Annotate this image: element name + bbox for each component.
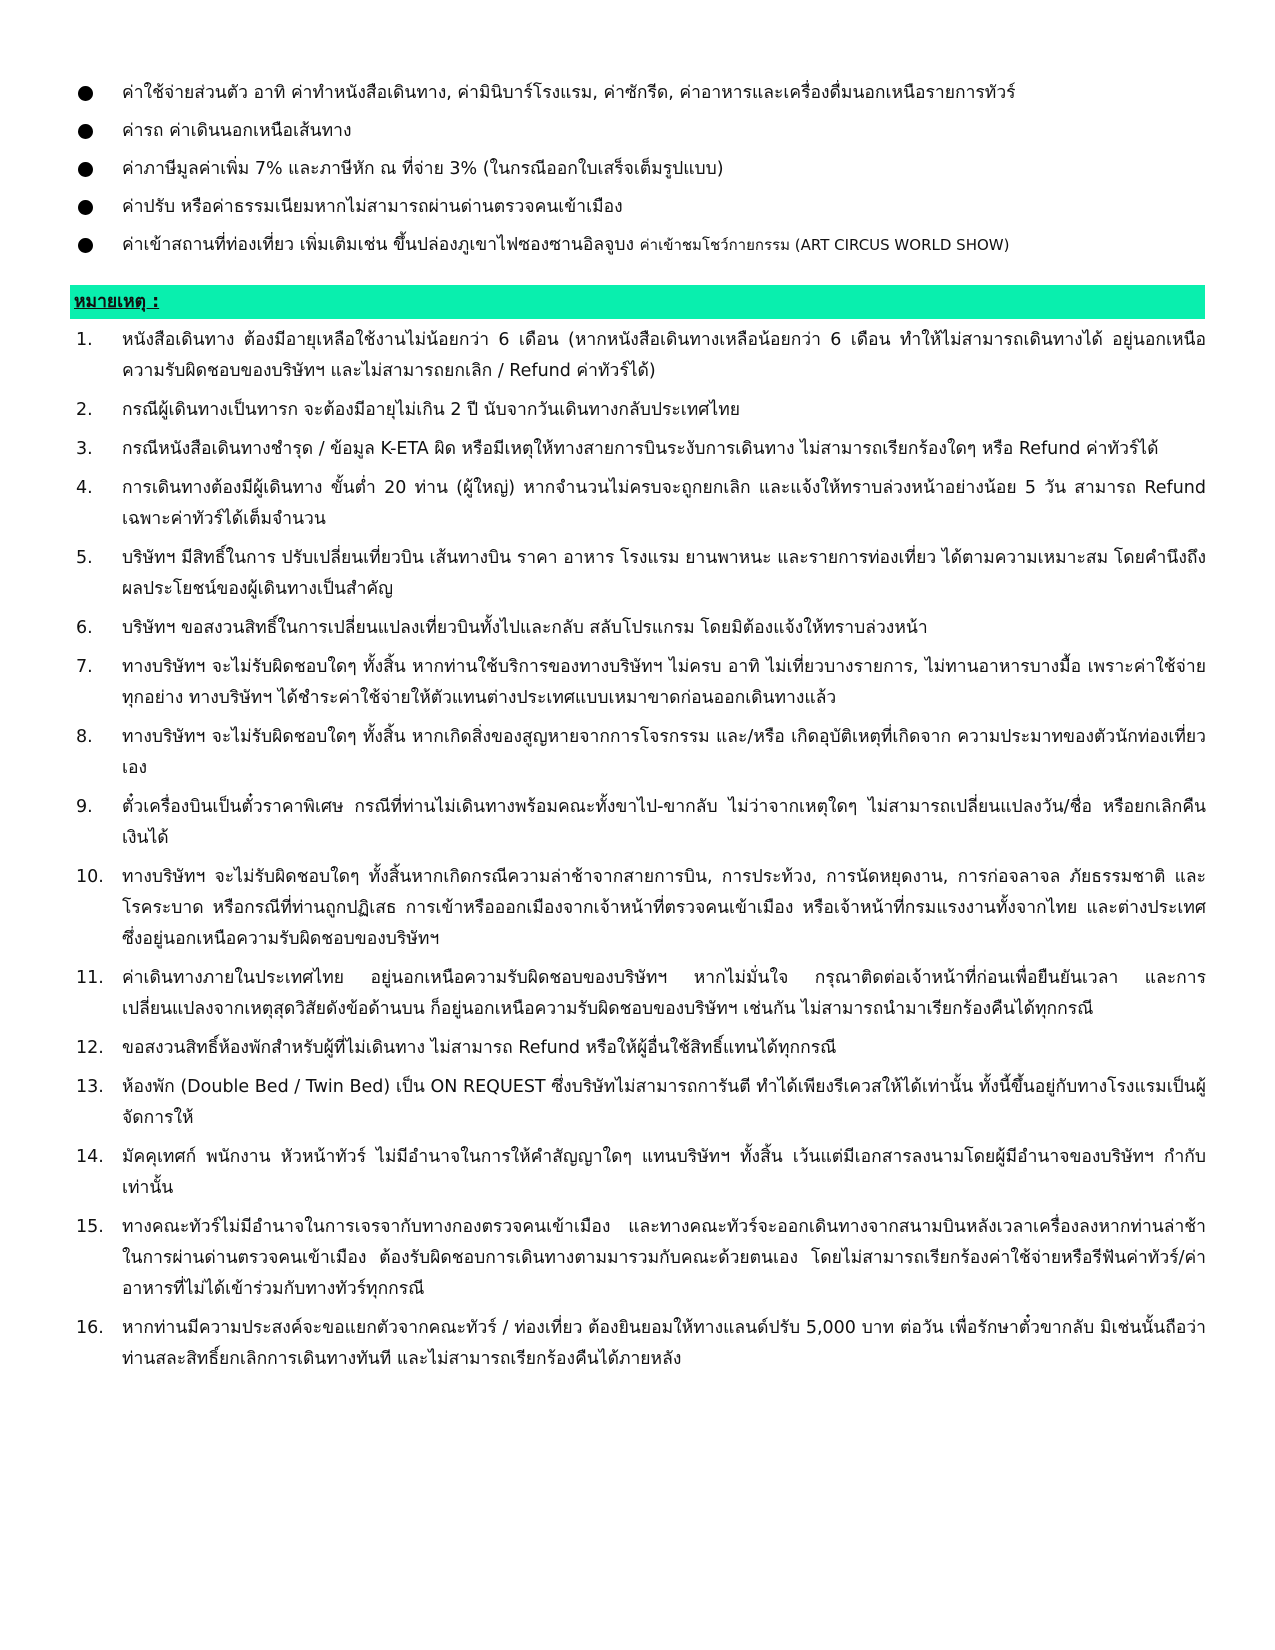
- bullet-text: ค่าปรับ หรือค่าธรรมเนียมหากไม่สามารถผ่านด่านตรวจคนเข้าเมือง: [122, 197, 623, 217]
- bullet-text: ค่าภาษีมูลค่าเพิ่ม 7% และภาษีหัก ณ ที่จ่าย 3% (ในกรณีออกใบเสร็จเต็มรูปแบบ): [122, 159, 724, 179]
- note-item: [76, 862, 1206, 955]
- note-text: การเดินทางต้องมีผู้เดินทาง ขั้นต่ำ 20 ท่าน (ผู้ใหญ่) หากจำนวนไม่ครบจะถูกยกเลิก และแจ้งให้ทราบล่วงหน้าอย่างน้อย 5 วัน สามารถ Refund เฉพาะค่าทัวร์ได้เต็มจำนวน: [122, 478, 1206, 529]
- note-number: 7.: [76, 657, 93, 677]
- bullet-dot-icon: [78, 200, 93, 215]
- note-item: [76, 1142, 1206, 1204]
- note-item: [76, 325, 1206, 387]
- note-item: [76, 395, 1206, 426]
- note-header-bar: [70, 285, 1205, 319]
- note-item: [76, 792, 1206, 854]
- bullet-item: [76, 116, 1206, 154]
- note-item: [76, 543, 1206, 605]
- note-text: ทางบริษัทฯ จะไม่รับผิดชอบใดๆ ทั้งสิ้นหากเกิดกรณีความล่าช้าจากสายการบิน, การประท้วง, การนัดหยุดงาน, การก่อจลาจล ภัยธรรมชาติ และโรคระบาด หรือกรณีที่ท่านถูกปฏิเสธ การเข้าหรือออกเมืองจากเจ้าหน้าที่ตรวจคนเข้าเมือง หรือเจ้าหน้าที่กรมแรงงานทั้งจากไทย และต่างประเทศ ซึ่งอยู่นอกเหนือความรับผิดชอบของบริษัทฯ: [122, 867, 1206, 949]
- bullet-item: [76, 192, 1206, 230]
- bullet-dot-icon: [78, 86, 93, 101]
- note-number: 12.: [76, 1038, 104, 1058]
- note-text: กรณีหนังสือเดินทางชำรุด / ข้อมูล K-ETA ผิด หรือมีเหตุให้ทางสายการบินระงับการเดินทาง ไม่สามารถเรียกร้องใดๆ หรือ Refund ค่าทัวร์ได้: [122, 439, 1159, 459]
- note-text: ทางคณะทัวร์ไม่มีอำนาจในการเจรจากับทางกองตรวจคนเข้าเมือง และทางคณะทัวร์จะออกเดินทางจากสนามบินหลังเวลาเครื่องลงหากท่านล่าช้าในการผ่านด่านตรวจคนเข้าเมือง ต้องรับผิดชอบการเดินทางตามมารวมกับคณะด้วยตนเอง โดยไม่สามารถเรียกร้องค่าใช้จ่ายหรือรีฟันค่าทัวร์/ค่าอาหารที่ไม่ได้เข้าร่วมกับทางทัวร์ทุกกรณี: [122, 1217, 1206, 1299]
- note-number: 9.: [76, 797, 93, 817]
- note-text: บริษัทฯ ขอสงวนสิทธิ์ในการเปลี่ยนแปลงเที่ยวบินทั้งไปและกลับ สลับโปรแกรม โดยมิต้องแจ้งให้ทราบล่วงหน้า: [122, 618, 928, 638]
- note-text: หนังสือเดินทาง ต้องมีอายุเหลือใช้งานไม่น้อยกว่า 6 เดือน (หากหนังสือเดินทางเหลือน้อยกว่า 6 เดือน ทำให้ไม่สามารถเดินทางได้ อยู่นอกเหนือความรับผิดชอบของบริษัทฯ และไม่สามารถยกเลิก / Refund ค่าทัวร์ได้): [122, 330, 1206, 381]
- bullet-text: ค่าใช้จ่ายส่วนตัว อาทิ ค่าทำหนังสือเดินทาง, ค่ามินิบาร์โรงแรม, ค่าซักรีด, ค่าอาหารและเครื่องดื่มนอกเหนือรายการทัวร์: [122, 83, 1016, 103]
- note-item: [76, 1033, 1206, 1064]
- note-text: ขอสงวนสิทธิ์ห้องพักสำหรับผู้ที่ไม่เดินทาง ไม่สามารถ Refund หรือให้ผู้อื่นใช้สิทธิ์แทนได้ทุกกรณี: [122, 1038, 837, 1058]
- note-number: 8.: [76, 727, 93, 747]
- note-number: 10.: [76, 867, 104, 887]
- note-number: 16.: [76, 1318, 104, 1338]
- note-text: ทางบริษัทฯ จะไม่รับผิดชอบใดๆ ทั้งสิ้น หากท่านใช้บริการของทางบริษัทฯ ไม่ครบ อาทิ ไม่เที่ยวบางรายการ, ไม่ทานอาหารบางมื้อ เพราะค่าใช้จ่ายทุกอย่าง ทางบริษัทฯ ได้ชำระค่าใช้จ่ายให้ตัวแทนต่างประเทศแบบเหมาขาดก่อนออกเดินทางแล้ว: [122, 657, 1206, 708]
- note-text: มัคคุเทศก์ พนักงาน หัวหน้าทัวร์ ไม่มีอำนาจในการให้คำสัญญาใดๆ แทนบริษัทฯ ทั้งสิ้น เว้นแต่มีเอกสารลงนามโดยผู้มีอำนาจของบริษัทฯ กำกับเท่านั้น: [122, 1147, 1206, 1198]
- bullet-dot-icon: [78, 124, 93, 139]
- note-text: ตั๋วเครื่องบินเป็นตั๋วราคาพิเศษ กรณีที่ท่านไม่เดินทางพร้อมคณะทั้งขาไป-ขากลับ ไม่ว่าจากเหตุใดๆ ไม่สามารถเปลี่ยนแปลงวัน/ชื่อ หรือยกเลิกคืนเงินได้: [122, 797, 1206, 848]
- note-text: ห้องพัก (Double Bed / Twin Bed) เป็น ON REQUEST ซึ่งบริษัทไม่สามารถการันตี ทำได้เพียงรีเควสให้ได้เท่านั้น ทั้งนี้ขึ้นอยู่กับทางโรงแรมเป็นผู้จัดการให้: [122, 1077, 1206, 1128]
- excluded-items-list: [76, 78, 1206, 268]
- note-number: 14.: [76, 1147, 104, 1167]
- bullet-item: [76, 78, 1206, 116]
- note-item: [76, 434, 1206, 465]
- note-text: ทางบริษัทฯ จะไม่รับผิดชอบใดๆ ทั้งสิ้น หากเกิดสิ่งของสูญหายจากการโจรกรรม และ/หรือ เกิดอุบัติเหตุที่เกิดจาก ความประมาทของตัวนักท่องเที่ยวเอง: [122, 727, 1206, 778]
- notes-list: [76, 325, 1206, 1383]
- note-item: [76, 473, 1206, 535]
- note-number: 2.: [76, 400, 93, 420]
- bullet-text: ค่ารถ ค่าเดินนอกเหนือเส้นทาง: [122, 121, 352, 141]
- note-header: หมายเหตุ :: [74, 292, 160, 312]
- note-text: หากท่านมีความประสงค์จะขอแยกตัวจากคณะทัวร์ / ท่องเที่ยว ต้องยินยอมให้ทางแลนด์ปรับ 5,000 บาท ต่อวัน เพื่อรักษาตั๋วขากลับ มิเช่นนั้นถือว่าท่านสละสิทธิ์ยกเลิกการเดินทางทันที และไม่สามารถเรียกร้องคืนได้ภายหลัง: [122, 1318, 1206, 1369]
- note-item: [76, 613, 1206, 644]
- bullet-dot-icon: [78, 238, 93, 253]
- note-item: [76, 963, 1206, 1025]
- note-item: [76, 1313, 1206, 1375]
- note-number: 11.: [76, 968, 104, 988]
- bullet-item: [76, 154, 1206, 192]
- bullet-item: [76, 230, 1206, 268]
- bullet-text: ค่าเข้าสถานที่ท่องเที่ยว เพิ่มเติมเช่น ขึ้นปล่องภูเขาไฟซองซานอิลจูบง: [122, 235, 635, 255]
- note-number: 4.: [76, 478, 93, 498]
- note-item: [76, 1072, 1206, 1134]
- bullet-dot-icon: [78, 162, 93, 177]
- note-text: กรณีผู้เดินทางเป็นทารก จะต้องมีอายุไม่เกิน 2 ปี นับจากวันเดินทางกลับประเทศไทย: [122, 400, 740, 420]
- note-text: ค่าเดินทางภายในประเทศไทย อยู่นอกเหนือความรับผิดชอบของบริษัทฯ หากไม่มั่นใจ กรุณาติดต่อเจ้าหน้าที่ก่อนเพื่อยืนยันเวลา และการเปลี่ยนแปลงจากเหตุสุดวิสัยดังข้อด้านบน ก็อยู่นอกเหนือความรับผิดชอบของบริษัทฯ เช่นกัน ไม่สามารถนำมาเรียกร้องคืนได้ทุกกรณี: [122, 968, 1206, 1019]
- note-item: [76, 722, 1206, 784]
- bullet-extra-text: ค่าเข้าชมโชว์กายกรรม (ART CIRCUS WORLD SHOW): [639, 236, 1010, 254]
- note-number: 15.: [76, 1217, 104, 1237]
- note-number: 13.: [76, 1077, 104, 1097]
- note-item: [76, 652, 1206, 714]
- note-number: 1.: [76, 330, 93, 350]
- note-number: 3.: [76, 439, 93, 459]
- note-item: [76, 1212, 1206, 1305]
- note-number: 6.: [76, 618, 93, 638]
- note-number: 5.: [76, 548, 93, 568]
- note-text: บริษัทฯ มีสิทธิ์ในการ ปรับเปลี่ยนเที่ยวบิน เส้นทางบิน ราคา อาหาร โรงแรม ยานพาหนะ และรายการท่องเที่ยว ได้ตามความเหมาะสม โดยคำนึงถึงผลประโยชน์ของผู้เดินทางเป็นสำคัญ: [122, 548, 1206, 599]
